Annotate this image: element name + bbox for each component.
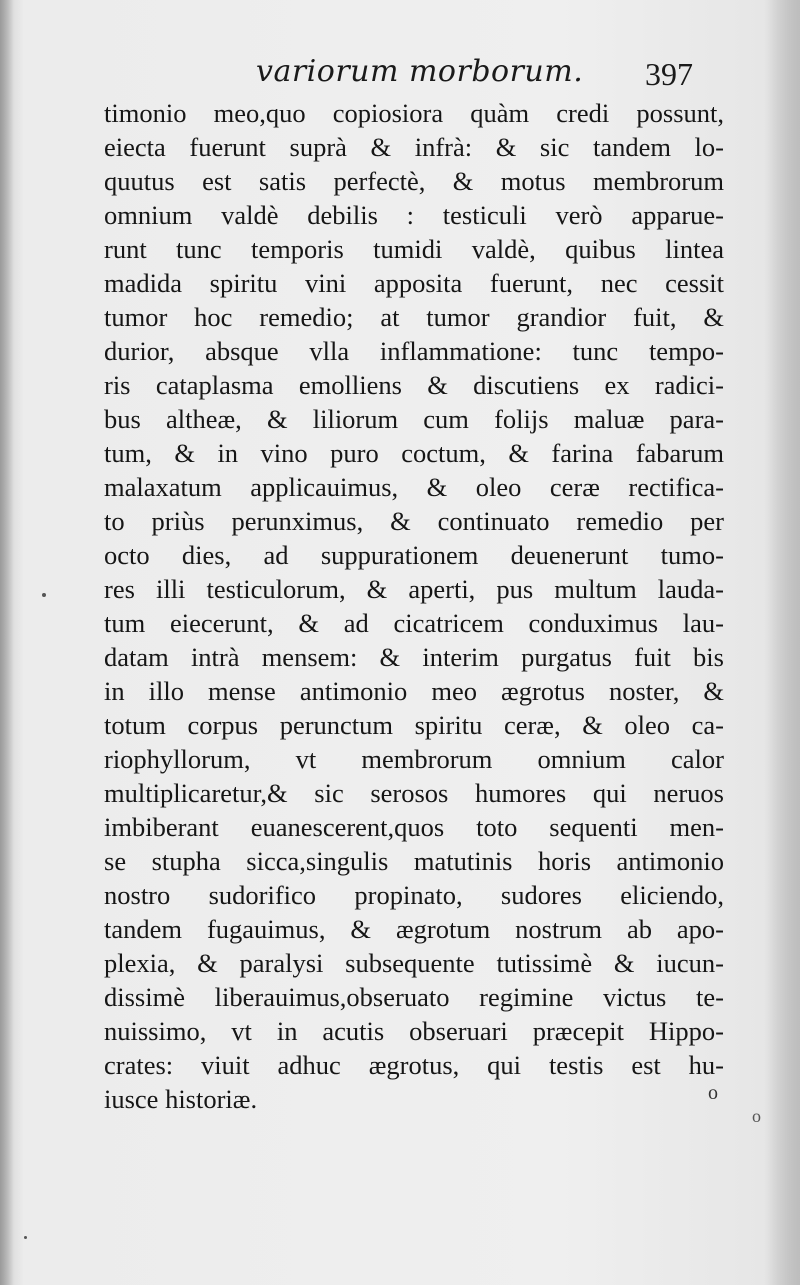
text-line: octo dies, ad suppurationem deuenerunt tumo-: [104, 540, 724, 570]
running-head: variorum morborum.: [256, 54, 584, 89]
text-line: to priùs perunximus, & continuato remedio per: [104, 506, 724, 536]
text-line: nuissimo, vt in acutis obseruari præcepit Hippo-: [104, 1016, 724, 1046]
text-line: ris cataplasma emolliens & discutiens ex radici-: [104, 370, 724, 400]
catchword: o: [708, 1082, 718, 1104]
text-line: bus altheæ, & liliorum cum folijs maluæ para-: [104, 404, 724, 434]
margin-mark: o: [752, 1106, 761, 1126]
text-line: tum eiecerunt, & ad cicatricem conduximus lau-: [104, 608, 724, 638]
ink-speck: [24, 1236, 27, 1239]
text-line: madida spiritu vini apposita fuerunt, nec cessit: [104, 268, 724, 298]
text-line: omnium valdè debilis : testiculi verò apparue-: [104, 200, 724, 230]
text-line: in illo mense antimonio meo ægrotus noster, &: [104, 676, 724, 706]
page-header: [0, 54, 800, 98]
text-line: plexia, & paralysi subsequente tutissimè & iucun-: [104, 948, 724, 978]
text-line: timonio meo,quo copiosiora quàm credi possunt,: [104, 98, 724, 128]
text-line: totum corpus perunctum spiritu ceræ, & oleo ca-: [104, 710, 724, 740]
gutter-shadow: [0, 0, 14, 1285]
text-line: imbiberant euanescerent,quos toto sequenti men-: [104, 812, 724, 842]
text-line: durior, absque vlla inflammatione: tunc tempo-: [104, 336, 724, 366]
text-line: tumor hoc remedio; at tumor grandior fuit, &: [104, 302, 724, 332]
page-edge-shadow: [764, 0, 800, 1285]
text-line: malaxatum applicauimus, & oleo ceræ rectifica-: [104, 472, 724, 502]
text-line: datam intrà mensem: & interim purgatus fuit bis: [104, 642, 724, 672]
text-line: se stupha sicca,singulis matutinis horis antimonio: [104, 846, 724, 876]
text-line: multiplicaretur,& sic serosos humores qui neruos: [104, 778, 724, 808]
ink-speck: [42, 593, 46, 597]
text-line: iusce historiæ.: [104, 1084, 258, 1114]
text-line: nostro sudorifico propinato, sudores eliciendo,: [104, 880, 724, 910]
text-line: riophyllorum, vt membrorum omnium calor: [104, 744, 724, 774]
text-line: res illi testiculorum, & aperti, pus multum lauda-: [104, 574, 724, 604]
body-text: [104, 96, 724, 1116]
text-line: tum, & in vino puro coctum, & farina fabarum: [104, 438, 724, 468]
text-line: eiecta fuerunt suprà & infrà: & sic tandem lo-: [104, 132, 724, 162]
text-line: crates: viuit adhuc ægrotus, qui testis est hu-: [104, 1050, 724, 1080]
text-line: tandem fugauimus, & ægrotum nostrum ab apo-: [104, 914, 724, 944]
text-line: dissimè liberauimus,obseruato regimine victus te-: [104, 982, 724, 1012]
text-line: quutus est satis perfectè, & motus membrorum: [104, 166, 724, 196]
page-number: 397: [645, 56, 693, 92]
text-line: runt tunc temporis tumidi valdè, quibus lintea: [104, 234, 724, 264]
